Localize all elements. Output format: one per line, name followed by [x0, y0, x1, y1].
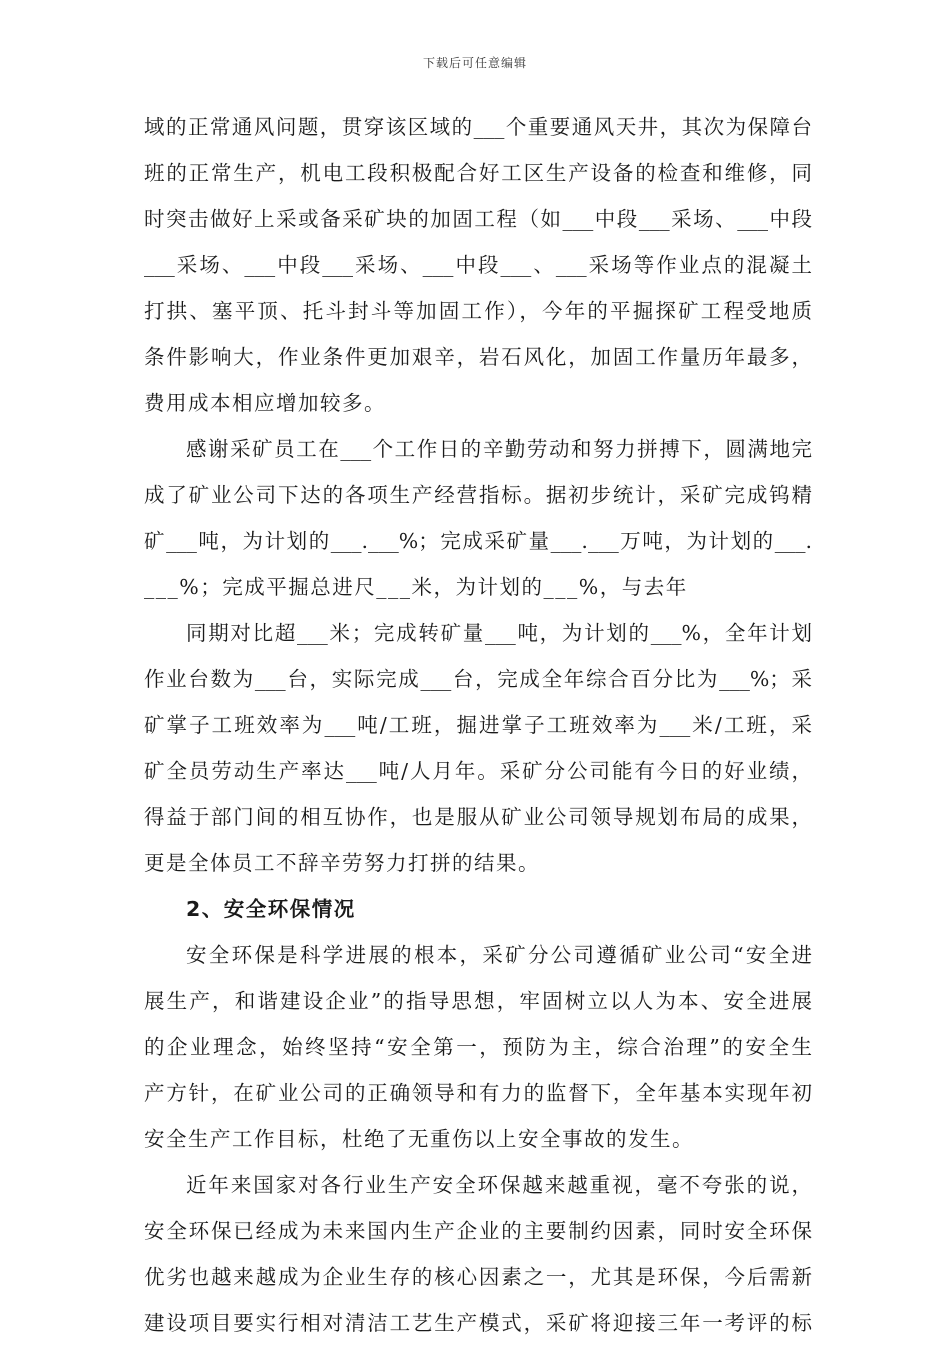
text-line: 矿全员劳动生产率达___吨/人月年。采矿分公司能有今日的好业绩， — [144, 759, 812, 783]
text-line: 安全环保是科学进展的根本，采矿分公司遵循矿业公司“安全进 — [186, 943, 812, 967]
page-header: 下载后可任意编辑 — [422, 56, 527, 70]
text-line: 域的正常通风问题，贯穿该区域的___个重要通风天井，其次为保障台 — [144, 115, 812, 139]
text-line: 安全环保已经成为未来国内生产企业的主要制约因素，同时安全环保 — [144, 1219, 812, 1243]
text-line: 产方针，在矿业公司的正确领导和有力的监督下，全年基本实现年初 — [144, 1081, 812, 1105]
text-line: 班的正常生产，机电工段积极配合好工区生产设备的检查和维修，同 — [144, 161, 812, 185]
text-line: 安全生产工作目标，杜绝了无重伤以上安全事故的发生。 — [144, 1127, 694, 1151]
text-line: 优劣也越来越成为企业生存的核心因素之一，尤其是环保，今后需新 — [144, 1265, 812, 1289]
text-line: 得益于部门间的相互协作，也是服从矿业公司领导规划布局的成果， — [144, 805, 812, 829]
section-heading: 2、安全环保情况 — [186, 897, 356, 921]
text-line: 成了矿业公司下达的各项生产经营指标。据初步统计，采矿完成钨精 — [144, 483, 812, 507]
document-body — [144, 104, 812, 1346]
text-line: 作业台数为___台，实际完成___台，完成全年综合百分比为___%；采 — [144, 667, 812, 691]
text-line: 感谢采矿员工在___个工作日的辛勤劳动和努力拼搏下，圆满地完 — [186, 437, 812, 461]
text-line: 条件影响大，作业条件更加艰辛，岩石风化，加固工作量历年最多， — [144, 345, 812, 369]
text-line: 打拱、塞平顶、托斗封斗等加固工作），今年的平掘探矿工程受地质 — [144, 299, 812, 323]
text-line: 展生产，和谐建设企业”的指导思想，牢固树立以人为本、安全进展 — [144, 989, 812, 1013]
text-line: ___%；完成平掘总进尺___米，为计划的___%，与去年 — [144, 575, 688, 599]
text-line: 近年来国家对各行业生产安全环保越来越重视，毫不夸张的说， — [186, 1173, 812, 1197]
text-line: 矿掌子工班效率为___吨/工班，掘进掌子工班效率为___米/工班，采 — [144, 713, 812, 737]
text-line: 费用成本相应增加较多。 — [144, 391, 386, 415]
text-line: 矿___吨，为计划的___.___%；完成采矿量___.___万吨，为计划的___. — [144, 529, 812, 553]
text-line: 的企业理念，始终坚持“安全第一，预防为主，综合治理”的安全生 — [144, 1035, 812, 1059]
text-line: ___采场、___中段___采场、___中段___、___采场等作业点的混凝土 — [144, 253, 812, 277]
text-line: 时突击做好上采或备采矿块的加固工程（如___中段___采场、___中段 — [144, 207, 812, 231]
text-line: 建设项目要实行相对清洁工艺生产模式，采矿将迎接三年一考评的标 — [144, 1311, 812, 1335]
text-line: 更是全体员工不辞辛劳努力打拼的结果。 — [144, 851, 540, 875]
text-line: 同期对比超___米；完成转矿量___吨，为计划的___%，全年计划 — [186, 621, 812, 645]
